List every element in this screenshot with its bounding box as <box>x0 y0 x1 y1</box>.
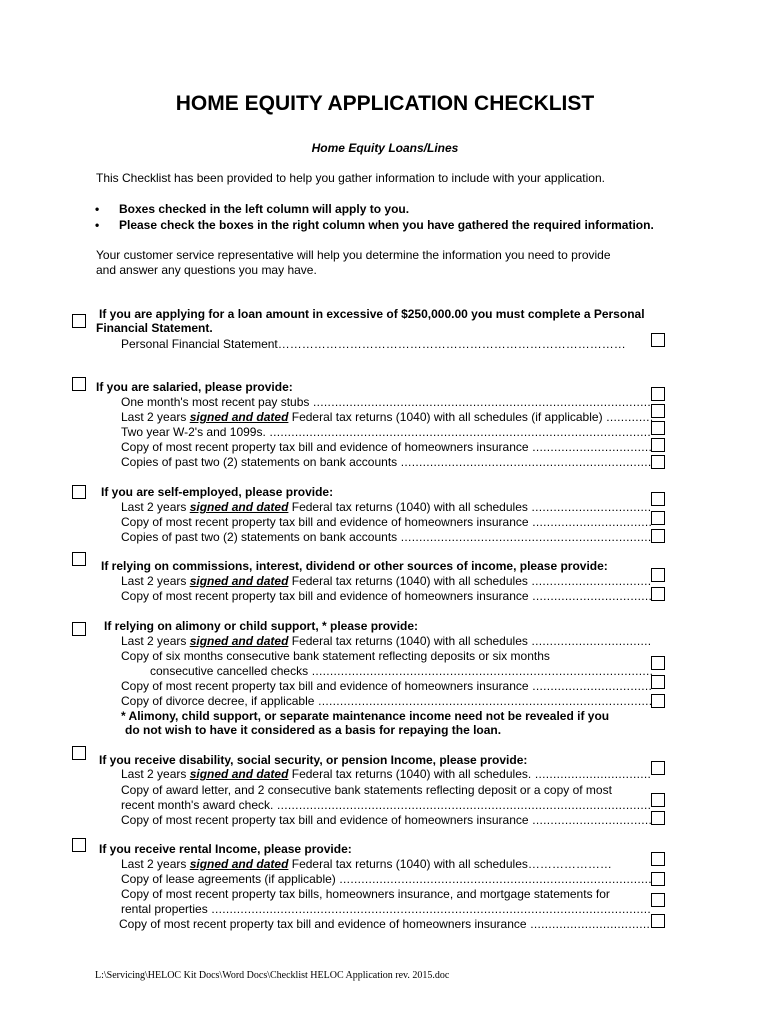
intro-text: This Checklist has been provided to help you gather information to include with your application. <box>96 171 605 185</box>
section-heading: If you are applying for a loan amount in excessive of $250,000.00 you must complete a Personal <box>99 307 645 321</box>
page-subtitle: Home Equity Loans/Lines <box>311 141 459 155</box>
right-checkbox[interactable] <box>651 421 665 435</box>
checklist-item: Copies of past two (2) statements on bank accounts ..... <box>121 455 652 470</box>
footer-file-path: L:\Servicing\HELOC Kit Docs\Word Docs\Checklist HELOC Application rev. 2015.doc <box>95 970 450 981</box>
right-checkbox[interactable] <box>651 811 665 825</box>
right-checkbox[interactable] <box>651 529 665 543</box>
left-checkbox-disability[interactable] <box>72 746 86 760</box>
left-checkbox-commissions[interactable] <box>72 552 86 566</box>
checklist-item: Last 2 years signed and dated Federal tax returns (1040) with all schedules ..... <box>121 574 652 589</box>
right-checkbox[interactable] <box>651 568 665 582</box>
left-checkbox-personal-financial[interactable] <box>72 314 86 328</box>
right-checkbox[interactable] <box>651 793 665 807</box>
checklist-item: recent month's award check. ..... <box>121 798 652 813</box>
checklist-item: One month's most recent pay stubs ..... <box>121 395 652 410</box>
right-checkbox[interactable] <box>651 438 665 452</box>
bullet-item: • Please check the boxes in the right column when you have gathered the required information. <box>95 218 654 232</box>
checklist-item: Last 2 years signed and dated Federal tax returns (1040) with all schedules (if applicable) ..... <box>121 410 652 425</box>
right-checkbox[interactable] <box>651 656 665 670</box>
page-title: HOME EQUITY APPLICATION CHECKLIST <box>175 92 595 115</box>
left-checkbox-salaried[interactable] <box>72 377 86 391</box>
checklist-item: Copy of most recent property tax bill and evidence of homeowners insurance ..... <box>121 679 652 694</box>
section-heading: Financial Statement. <box>96 321 213 335</box>
section-heading: If you receive rental Income, please provide: <box>99 842 352 856</box>
section-heading: If you are salaried, please provide: <box>96 380 293 394</box>
checklist-item: Personal Financial Statement…………………………………………………………………………… <box>121 337 626 351</box>
checklist-item: Copy of most recent property tax bill and evidence of homeowners insurance ..... <box>121 515 652 530</box>
right-checkbox[interactable] <box>651 404 665 418</box>
right-checkbox[interactable] <box>651 387 665 401</box>
left-checkbox-rental[interactable] <box>72 838 86 852</box>
left-checkbox-self-employed[interactable] <box>72 485 86 499</box>
right-checkbox[interactable] <box>651 852 665 866</box>
checklist-item: Last 2 years signed and dated Federal tax returns (1040) with all schedules. ..... <box>121 767 652 782</box>
section-heading: If relying on alimony or child support, * please provide: <box>104 619 419 633</box>
right-checkbox[interactable] <box>651 333 665 347</box>
section-heading: If you receive disability, social security, or pension Income, please provide: <box>99 753 528 767</box>
right-checkbox[interactable] <box>651 455 665 469</box>
checklist-item: Copy of most recent property tax bills, homeowners insurance, and mortgage statements for <box>121 887 610 901</box>
right-checkbox[interactable] <box>651 511 665 525</box>
checklist-item: Last 2 years signed and dated Federal tax returns (1040) with all schedules ..... <box>121 500 652 515</box>
checklist-item: consecutive cancelled checks ..... <box>150 664 652 679</box>
left-checkbox-alimony[interactable] <box>72 622 86 636</box>
section-heading: If relying on commissions, interest, dividend or other sources of income, please provide: <box>101 559 608 573</box>
checklist-item: Copies of past two (2) statements on bank accounts ..... <box>121 530 652 545</box>
checklist-item: rental properties ..... <box>121 902 652 917</box>
checklist-item: Last 2 years signed and dated Federal tax returns (1040) with all schedules………………… <box>121 857 612 871</box>
right-checkbox[interactable] <box>651 893 665 907</box>
checklist-item: Last 2 years signed and dated Federal tax returns (1040) with all schedules ..... <box>121 634 652 649</box>
right-checkbox[interactable] <box>651 872 665 886</box>
checklist-item: Copy of divorce decree, if applicable ..... <box>121 694 652 709</box>
alimony-note: do not wish to have it considered as a basis for repaying the loan. <box>125 723 502 737</box>
checklist-item: Copy of most recent property tax bill and evidence of homeowners insurance ..... <box>119 917 650 932</box>
right-checkbox[interactable] <box>651 914 665 928</box>
checklist-item: Copy of lease agreements (if applicable) ..... <box>121 872 652 887</box>
bullet-item: • Boxes checked in the left column will apply to you. <box>95 202 410 216</box>
checklist-item: Copy of six months consecutive bank statement reflecting deposits or six months <box>121 649 550 663</box>
checklist-item: Copy of most recent property tax bill and evidence of homeowners insurance ..... <box>121 589 652 604</box>
right-checkbox[interactable] <box>651 587 665 601</box>
right-checkbox[interactable] <box>651 761 665 775</box>
rep-text-line2: and answer any questions you may have. <box>96 263 317 277</box>
rep-text-line1: Your customer service representative will help you determine the information you need to provide <box>96 248 611 262</box>
checklist-item: Copy of most recent property tax bill and evidence of homeowners insurance ..... <box>121 813 652 828</box>
section-heading: If you are self-employed, please provide: <box>101 485 334 499</box>
alimony-note: * Alimony, child support, or separate maintenance income need not be revealed if you <box>121 709 610 723</box>
checklist-item: Copy of award letter, and 2 consecutive bank statements reflecting deposit or a copy of most <box>121 783 612 797</box>
right-checkbox[interactable] <box>651 675 665 689</box>
checklist-item: Two year W-2's and 1099s. ..... <box>121 425 652 440</box>
checklist-item: Copy of most recent property tax bill and evidence of homeowners insurance ..... <box>121 440 652 455</box>
right-checkbox[interactable] <box>651 694 665 708</box>
right-checkbox[interactable] <box>651 492 665 506</box>
